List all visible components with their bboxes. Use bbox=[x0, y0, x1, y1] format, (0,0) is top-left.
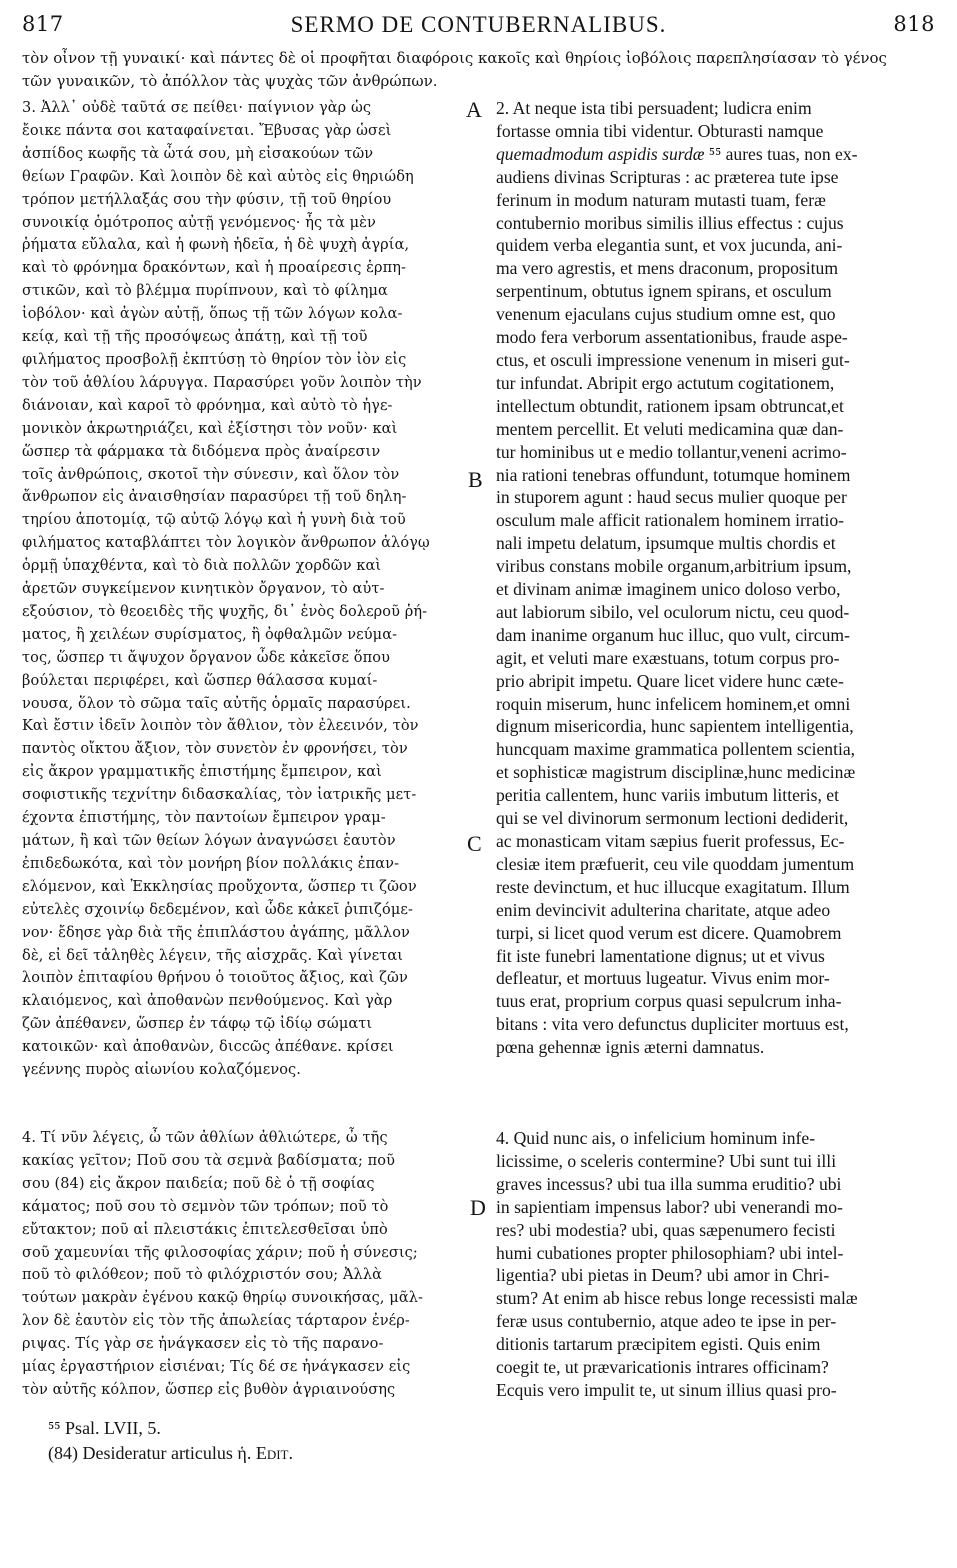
latin-text-line: viribus constans mobile organum,arbitrium ipsum, bbox=[496, 556, 852, 577]
greek-text-line: τούτων μακρὰν ἐγένου κακῷ θηρίῳ συνοικήσας, μᾶλ- bbox=[22, 1290, 424, 1307]
latin-text-line: in stuporem agunt : haud secus mulier quoque per bbox=[496, 487, 847, 508]
greek-text-line: κατοικῶν· καὶ ἀποθανὼν, διссῶς ἀπέθανε. κρίσει bbox=[22, 1039, 394, 1056]
footnote-84 bbox=[48, 1442, 293, 1464]
greek-text-line: λοιπὸν ἐπιταφίου θρήνου ὁ τοιοῦτος ἄξιος, καὶ ζῶν bbox=[22, 970, 408, 987]
greek-text-line: ἀρετῶν συγκείμενον κινητικὸν ὄργανον, τὸ αὐτ- bbox=[22, 581, 385, 598]
greek-text-line: νον· ἔδησε γὰρ διὰ τῆς ἐπιπλάστου ἀγάπης, μᾶλλον bbox=[22, 924, 410, 941]
greek-text-line: εξούσιον, τὸ θεοειδὲς τῆς ψυχῆς, δι᾽ ἑνὸς δολεροῦ ῥή- bbox=[22, 603, 428, 620]
latin-text-line: et divinam animæ imaginem unico doloso verbo, bbox=[496, 579, 841, 600]
latin-text-line: 2. At neque ista tibi persuadent; ludicra enim bbox=[496, 98, 812, 118]
latin-text-line: ferinum in modum naturam mutasti tuam, feræ bbox=[496, 189, 826, 210]
greek-text-line: Καὶ ἔστιν ἰδεῖν λοιπὸν τὸν ἄθλιον, τὸν ἐλεεινόν, τὸν bbox=[22, 718, 419, 735]
footnote-84-edit: Edit. bbox=[255, 1443, 293, 1463]
greek-text-line: σοῦ χαμευνίαι τῆς φιλοσοφίας χάριν; ποῦ ἡ σύνεσις; bbox=[22, 1244, 418, 1261]
latin-text-line: ligentia? ubi pietas in Deum? ubi amor in Chri- bbox=[496, 1265, 830, 1286]
latin-text-line: tur hominibus ut e medio tollantur,veneni acrimo- bbox=[496, 441, 847, 462]
greek-text-line: ελόμενον, καὶ Ἐκκλησίας προὔχοντα, ὥσπερ τι ζῶον bbox=[22, 878, 417, 895]
latin-text-line: pœna gehennæ ignis æterni damnatus. bbox=[496, 1037, 765, 1058]
page-number-left: 817 bbox=[22, 12, 64, 36]
greek-text-line: ῥήματα εὔλαλα, καὶ ἡ φωνὴ ἡδεῖα, ἡ δὲ ψυχὴ ἀγρία, bbox=[22, 237, 410, 254]
greek-text-line: μάτων, ἢ καὶ τῶν θείων λόγων ἀναγνώσει ἑαυτὸν bbox=[22, 833, 396, 849]
greek-intro-line: τὸν οἶνον τῇ γυναικί· καὶ πάντες δὲ οἱ προφῆται διαφόροις κακοῖς καὶ θηρίοις ἰοβόλοις παρεπλησίασαν τὸ γένος bbox=[22, 49, 887, 67]
greek-text-line: 3. Ἀλλ᾽ οὐδὲ ταῦτά σε πείθει· παίγνιον γὰρ ὡς bbox=[22, 100, 372, 116]
margin-marker-a: A bbox=[466, 97, 482, 122]
latin-text-line: roquin miserum, hunc infelicem hominem,et omni bbox=[496, 693, 851, 714]
greek-column-section-4 bbox=[22, 1127, 484, 1402]
greek-text-line: ὁρμῇ ὑπαχθέντα, καὶ τὸ διὰ πολλῶν χορδῶν καὶ bbox=[22, 558, 382, 575]
latin-text-line: huncquam maxime grammatica pollentem scientia, bbox=[496, 739, 856, 760]
greek-text-line: 4. Τί νῦν λέγεις, ὦ τῶν ἀθλίων ἀθλιώτερε, ὦ τῆς bbox=[22, 1130, 388, 1146]
margin-marker-d: D bbox=[470, 1195, 486, 1220]
latin-text-line: et sophisticæ magistrum disciplinæ,hunc medicinæ bbox=[496, 762, 856, 783]
latin-text-line: venenum ejaculans cujus studium omne est, quo bbox=[496, 304, 836, 325]
latin-text-line: agit, et veluti mare exæstuans, totum corpus pro- bbox=[496, 647, 840, 668]
greek-text-line: γεέννης πυρὸς αἰωνίου κολαζόμενος. bbox=[22, 1062, 301, 1079]
latin-column-section-4 bbox=[496, 1127, 936, 1402]
greek-text-line: λον δὲ ἑαυτὸν εἰς τὸν τῆς ἀπωλείας τάρταρον ἐνέρ- bbox=[22, 1313, 410, 1330]
latin-text-line: intellectum obtundit, rationem ipsam obtruncat,et bbox=[496, 395, 844, 416]
latin-text-line: peritia callentem, hunc variis imbutum litteris, et bbox=[496, 785, 839, 806]
latin-text-line: turpi, si licet quod verum est dicere. Quamobrem bbox=[496, 922, 842, 943]
greek-text-line: φιλήματος καταβλάπτει τὸν λογικὸν ἄνθρωπον ἀλόγῳ bbox=[22, 535, 430, 552]
greek-text-line: εὔτακτον; ποῦ αἱ πλειστάκις ἐπιτελεσθεῖσαι ὑπὸ bbox=[22, 1221, 388, 1238]
latin-text-line: fit iste funebri lamentatione dignus; ut et vivus bbox=[496, 945, 825, 966]
latin-text-line: ctus, et osculi impressione venenum in miseri gut- bbox=[496, 349, 850, 370]
greek-text-line: τηρίου ἀποτομίᾳ, τῷ αὐτῷ λόγῳ καὶ ἡ γυνὴ διὰ τοῦ bbox=[22, 512, 406, 529]
greek-text-line: νουσα, ὅλον τὸ σῶμα ταῖς αὐτῆς ὁρμαῖς παρασύρει. bbox=[22, 695, 411, 712]
latin-text-line: tur infundat. Abripit ergo actutum cogitationem, bbox=[496, 372, 835, 393]
greek-text-line: κάματος; ποῦ σου τὸ σεμνὸν τῶν τρόπων; ποῦ τὸ bbox=[22, 1198, 389, 1215]
footnote-55: ⁵⁵ Psal. LVII, 5. bbox=[48, 1418, 161, 1438]
greek-text-line: τὸν τοῦ ἀθλίου λάρυγγα. Παρασύρει γοῦν λοιπὸν τὴν bbox=[22, 374, 422, 391]
latin-text-line: modo fera verborum assentationibus, fraude aspe- bbox=[496, 327, 848, 348]
greek-text-line: τος, ὥσπερ τι ἄψυχον ὄργανον ὧδε κἀκεῖσε ὅπου bbox=[22, 649, 391, 666]
latin-text-line: coegit te, ut prævaricationis intrares officinam? bbox=[496, 1357, 829, 1378]
latin-text-line: bitans : vita vero defunctus dupliciter mortuus est, bbox=[496, 1014, 849, 1035]
scripture-quotation: quemadmodum aspidis surdæ bbox=[496, 143, 705, 164]
greek-intro-line: τῶν γυναικῶν, τὸ ἀπόλλον τὰς ψυχὰς τῶν ἀνθρώπων. bbox=[22, 72, 438, 90]
greek-text-line: τὸν αὐτῆς κόλπον, ὥσπερ εἰς βυθὸν ἀγριαινούσης bbox=[22, 1381, 396, 1398]
greek-text-line: ἀσπίδος κωφῆς τὰ ὦτά σου, μὴ εἰσακούων τῶν bbox=[22, 145, 374, 162]
greek-text-line: βούλεται περιφέρει, καὶ ὥσπερ θάλασσα κυμαί- bbox=[22, 672, 378, 689]
latin-text-line: graves incessus? ubi tua illa summa eruditio? ubi bbox=[496, 1173, 842, 1194]
latin-text-line: serpentinum, obtutus ignem spirans, et osculum bbox=[496, 281, 832, 302]
greek-text-line: έχοντα ἐπιστήμης, τὸν παντοίων ἔμπειρον γραμ- bbox=[22, 810, 386, 827]
greek-text-line: ριψας. Τίς γὰρ σε ἠνάγκασεν εἰς τὸ τῆς παρανο- bbox=[22, 1336, 384, 1353]
latin-text-line: enim devincivit adulterina charitate, atque adeo bbox=[496, 899, 831, 920]
latin-text-line: ditionis tartarum præcipitem egisti. Quis enim bbox=[496, 1334, 821, 1355]
greek-text-line: φιλήματος προσβολῇ ἐκπτύσῃ τὸ θηρίον τὸν ἰὸν εἰς bbox=[22, 351, 407, 368]
greek-text-line: τοῖς ἀνθρώποις, σκοτοῖ τὴν σύνεσιν, καὶ ὅλον τὸν bbox=[22, 466, 400, 483]
greek-text-line: στικῶν, καὶ τὸ βλέμμα πυρίπνουν, καὶ τὸ φίλημα bbox=[22, 283, 388, 300]
greek-text-line: σου (84) εἰς ἄκρον παιδεία; ποῦ δὲ ὁ τῇ σοφίας bbox=[22, 1175, 375, 1192]
greek-text-line: κακίας γεῖτον; Ποῦ σου τὰ σεμνὰ βαδίσματα; ποῦ bbox=[22, 1152, 396, 1169]
running-title: SERMO DE CONTUBERNALIBUS. bbox=[290, 12, 667, 37]
latin-text-line: dignum misericordia, hunc sapientem intelligentia, bbox=[496, 716, 854, 737]
greek-text-line: ματος, ἢ χειλέων συρίσματος, ἢ ὀφθαλμῶν νεύμα- bbox=[22, 626, 398, 643]
latin-text-line: stum? At enim ab hisce rebus longe recessisti malæ bbox=[496, 1288, 858, 1309]
footnote-84-text: (84) Desideratur articulus ἡ. bbox=[48, 1443, 252, 1463]
greek-text-line: σοφιστικῆς τεχνίτην διδασκαλίας, τὸν ἰατρικῆς μετ- bbox=[22, 787, 417, 804]
greek-text-line: ἰοβόλον· καὶ ἀγὼν αὐτῇ, ὅπως τῇ τῶν λόγων κολα- bbox=[22, 306, 403, 323]
page-number-right: 818 bbox=[893, 12, 935, 36]
latin-text-line: ma vero agrestis, et mens draconum, propositum bbox=[496, 258, 839, 279]
latin-text-line: fortasse omnia tibi videntur. Obturasti namque bbox=[496, 120, 824, 141]
greek-text-line: θείων Γραφῶν. Καὶ λοιπὸν δὲ καὶ αὐτὸς εἰς θηριώδη bbox=[22, 168, 414, 185]
latin-column-section-2 bbox=[496, 97, 936, 1059]
latin-text-line: nali impetu delatum, ipsumque multis chordis et bbox=[496, 533, 836, 554]
greek-text-line: διάνοιαν, καὶ καροῖ τὸ φρόνημα, καὶ αὐτὸ τὸ ἡγε- bbox=[22, 397, 393, 414]
latin-text-line: contubernio moribus similis illius effectus : cujus bbox=[496, 212, 844, 233]
greek-text-line: ζῶν ἀπέθανεν, ὥσπερ ἐν τάφῳ τῷ ἰδίῳ σώματι bbox=[22, 1016, 373, 1033]
latin-text-line: 4. Quid nunc ais, o infelicium hominum infe- bbox=[496, 1128, 816, 1148]
latin-text-line: tuus erat, proprium corpus quasi sepulcrum inha- bbox=[496, 991, 842, 1012]
latin-text-line: dam inanime organum huc illuc, quo vult, circum- bbox=[496, 624, 850, 645]
greek-text-line: μονικὸν ἀκρωτηριάζει, καὶ ἐξίστησι τὸν νοῦν· καὶ bbox=[22, 420, 398, 437]
greek-text-line: τρόπον μετήλλαξάς σου τὴν φύσιν, τῇ τοῦ θηρίου bbox=[22, 191, 392, 208]
greek-text-line: εἰς ἄκρον γραμματικῆς ἐπιστήμης ἔμπειρον, καὶ bbox=[22, 764, 382, 781]
latin-text-line: qui se vel divinorum sermonum lectioni dediderit, bbox=[496, 808, 849, 829]
latin-text-line: res? ubi modestia? ubi, quas sæpenumero fecisti bbox=[496, 1219, 836, 1240]
greek-text-line: ἄνθρωπον εἰς ἀναισθησίαν παρασύρει τῇ τοῦ δηλη- bbox=[22, 489, 407, 506]
greek-text-line: κλαιόμενος, καὶ ἀποθανὼν πενθούμενος. Καὶ γὰρ bbox=[22, 993, 393, 1010]
latin-text-line: osculum male afficit rationalem hominem irratio- bbox=[496, 510, 845, 531]
latin-text-line: audiens divinas Scripturas : ac præterea tute ipse bbox=[496, 166, 839, 187]
latin-text-line: feræ usus contubernio, atque adeo te ipse in per- bbox=[496, 1311, 837, 1332]
latin-text-line: ac monasticam vitam sæpius fuerit professus, Ec- bbox=[496, 831, 845, 851]
latin-text-line: licissime, o sceleris contermine? Ubi sunt tui illi bbox=[496, 1150, 837, 1171]
greek-text-line: ὥσπερ τὰ φάρμακα τὰ διδόμενα πρὸς ἀναίρεσιν bbox=[22, 443, 381, 460]
latin-text-line: Ecquis vero impulit te, ut sinum illius quasi pro- bbox=[496, 1379, 837, 1400]
latin-text-line: mentem percellit. Et veluti medicamina quæ dan- bbox=[496, 418, 844, 439]
latin-text-line: humi cubationes propter philosophiam? ubi intel- bbox=[496, 1242, 844, 1263]
margin-marker-c: C bbox=[467, 831, 482, 856]
greek-text-line: συνοικίᾳ ὁμότροπος αὐτῇ γενόμενος· ἧς τὰ μὲν bbox=[22, 214, 376, 231]
greek-text-line: παντὸς οἴκτου ἄξιον, τὸν συνετὸν ἐν φρονήσει, τὸν bbox=[22, 741, 408, 758]
greek-text-line: ἐπιδεδωκότα, καὶ τὸν μονήρη βίον πολλάκις ἐπαν- bbox=[22, 855, 400, 872]
greek-column-section-3 bbox=[22, 97, 484, 1082]
latin-text-line: nia rationi tenebras offundunt, totumque hominem bbox=[496, 464, 851, 485]
latin-text-line: clesiæ item præfuerit, ceu vile quoddam jumentum bbox=[496, 853, 855, 874]
latin-text-line: quidem verba elegantia sunt, et vox jucunda, ani- bbox=[496, 235, 843, 256]
greek-text-line: εὐτελὲς σχοινίῳ δεδεμένον, καὶ ὧδε κἀκεῖ ῥιπιζόμε- bbox=[22, 901, 413, 918]
latin-text-line: prio abripit impetu. Quare licet videre hunc cæte- bbox=[496, 670, 844, 691]
greek-text-line: ἔοικε πάντα σοι καταφαίνεται. Ἔβυσας γὰρ ὡσεὶ bbox=[22, 122, 392, 139]
greek-text-line: μίας ἐργαστήριον εἰσιέναι; Τίς δέ σε ἠνάγκασεν εἰς bbox=[22, 1359, 411, 1376]
latin-text-line: reste devinctum, et huc illucque exagitatum. Illum bbox=[496, 876, 850, 897]
margin-marker-b: B bbox=[468, 467, 483, 492]
latin-text-line: in sapientiam impensus labor? ubi venerandi mo- bbox=[496, 1196, 843, 1217]
latin-text-line: defleatur, et mortuus lugeatur. Vivus enim mor- bbox=[496, 968, 830, 989]
greek-text-line: ποῦ τὸ φιλόθεον; ποῦ τὸ φιλόχριστόν σου; Ἀλλὰ bbox=[22, 1267, 383, 1284]
latin-text-line: aut labiorum sibilo, vel oculorum nictu, ceu quod- bbox=[496, 601, 850, 622]
greek-text-line: κείᾳ, καὶ τῇ τῆς προσόψεως ἀπάτῃ, καὶ τῇ τοῦ bbox=[22, 329, 368, 346]
latin-text-line: quemadmodum aspidis surdæ ⁵⁵ aures tuas, non ex- bbox=[496, 143, 858, 164]
greek-text-line: καὶ τὸ φρόνημα δρακόντων, καὶ ἡ προαίρεσις ἑρπη- bbox=[22, 260, 407, 277]
greek-text-line: δὲ, εἰ δεῖ τἀληθὲς λέγειν, τῆς αἰσχρᾶς. Καὶ γίνεται bbox=[22, 947, 404, 964]
